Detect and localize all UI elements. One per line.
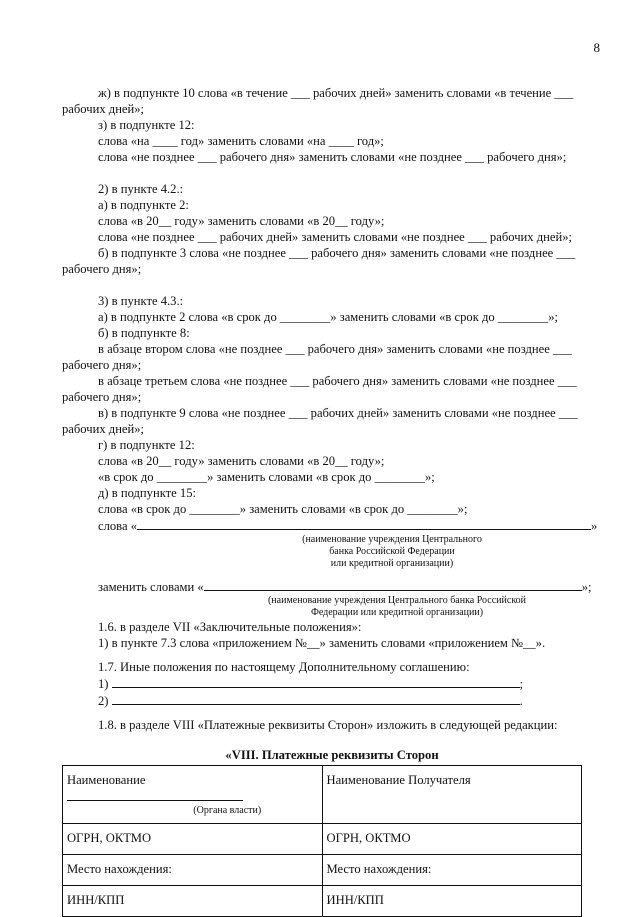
right-location-cell: Место нахождения: (322, 855, 582, 886)
item-b-abz3-line1: в абзаце третьем слова «не позднее ___ рабочего дня» заменить словами «не позднее ___ (98, 374, 577, 388)
item-a-head: а) в подпункте 2: (98, 198, 189, 212)
item-g-head: г) в подпункте 12: (98, 438, 195, 452)
item-b-line2: рабочего дня»; (62, 262, 142, 276)
item-b-head: б) в подпункте 8: (98, 326, 190, 340)
bank-name-blank-1 (137, 517, 591, 530)
item-g-line2: «в срок до ________» заменить словами «в срок до ________»; (98, 470, 435, 484)
item-a-line1: слова «в 20__ году» заменить словами «в 20__ году»; (98, 214, 385, 228)
section-1-7-item-1 (62, 675, 602, 692)
section-4-3-head: 3) в пункте 4.3.: (98, 294, 184, 308)
item-b-abz3-line2: рабочего дня»; (62, 390, 142, 404)
right-ogrn-cell: ОГРН, ОКТМО (322, 824, 582, 855)
words-prefix: слова « (98, 519, 137, 533)
replace-prefix: заменить словами « (98, 580, 204, 594)
note-1-line-2: банка Российской Федерации (329, 546, 455, 557)
item-v-line1: в) в подпункте 9 слова «не позднее ___ рабочих дней» заменить словами «не позднее ___ (98, 406, 578, 420)
document-body (62, 85, 602, 917)
note-1-line-1: (наименование учреждения Центрального (302, 534, 482, 545)
replace-blank-line (62, 578, 602, 595)
authority-note: (Органа власти) (193, 805, 262, 816)
note-2 (192, 595, 602, 619)
note-1 (182, 534, 602, 570)
section-1-7: 1.7. Иные положения по настоящему Дополнительному соглашению: (98, 660, 470, 674)
table-row (63, 766, 582, 824)
item-v-line2: рабочих дней»; (62, 422, 145, 436)
left-name-label: Наименование (67, 773, 146, 787)
item-z-head: з) в подпункте 12: (98, 118, 195, 132)
item-z-line2: слова «не позднее ___ рабочего дня» заменить словами «не позднее ___ рабочего дня»; (98, 150, 567, 164)
replace-suffix: »; (581, 580, 592, 594)
item-g-line1: слова «в 20__ году» заменить словами «в 20__ году»; (98, 454, 385, 468)
section-1-6-item-1: 1) в пункте 7.3 слова «приложением №__» заменить словами «приложением №__». (98, 636, 546, 650)
requisites-table (62, 765, 582, 917)
item-b-abz2-line2: рабочего дня»; (62, 358, 142, 372)
table-row (63, 855, 582, 886)
right-inn-cell: ИНН/КПП (322, 886, 582, 917)
item-2-number: 2) (98, 694, 109, 708)
note-2-line-1: (наименование учреждения Центрального банка Российской (267, 595, 527, 606)
item-a-line2: слова «не позднее ___ рабочих дней» заменить словами «не позднее ___ рабочих дней»; (98, 230, 572, 244)
note-1-line-3: или кредитной организации) (330, 558, 454, 569)
section-4-2-head: 2) в пункте 4.2.: (98, 182, 184, 196)
authority-name-blank (67, 788, 243, 801)
item-z-line1: слова «на ____ год» заменить словами «на ____ год»; (98, 134, 384, 148)
item-1-number: 1) (98, 677, 109, 691)
table-row (63, 824, 582, 855)
section-1-6: 1.6. в разделе VII «Заключительные положения»: (98, 620, 362, 634)
other-provision-blank-2 (112, 692, 520, 705)
section-1-7-item-2 (62, 692, 602, 709)
bank-name-blank-2 (204, 578, 582, 591)
left-location-cell: Место нахождения: (63, 855, 323, 886)
item-2-suffix: . (519, 694, 523, 708)
page-number: 8 (593, 40, 600, 55)
item-b-abz2-line1: в абзаце втором слова «не позднее ___ рабочего дня» заменить словами «не позднее ___ (98, 342, 572, 356)
item-zh-line2: рабочих дней»; (62, 102, 145, 116)
item-1-suffix: ; (519, 677, 524, 691)
left-inn-cell: ИНН/КПП (63, 886, 323, 917)
section-1-8: 1.8. в разделе VIII «Платежные реквизиты Сторон» изложить в следующей редакции: (98, 718, 558, 732)
words-suffix: » (591, 519, 598, 533)
right-name-cell: Наименование Получателя (322, 766, 582, 824)
requisites-title: «VIII. Платежные реквизиты Сторон (225, 748, 439, 762)
item-d-head: д) в подпункте 15: (98, 486, 196, 500)
item-d-line1: слова «в срок до ________» заменить словами «в срок до ________»; (98, 502, 468, 516)
item-zh-line1: ж) в подпункте 10 слова «в течение ___ рабочих дней» заменить словами «в течение ___ (98, 86, 574, 100)
table-row (63, 886, 582, 917)
left-name-cell (63, 766, 323, 824)
other-provision-blank-1 (112, 675, 520, 688)
words-blank-line (62, 517, 602, 534)
item-a-line: а) в подпункте 2 слова «в срок до ________» заменить словами «в срок до ________»; (98, 310, 558, 324)
note-2-line-2: Федерации или кредитной организации) (310, 607, 484, 618)
item-b-line1: б) в подпункте 3 слова «не позднее ___ рабочего дня» заменить словами «не позднее ___ (98, 246, 576, 260)
left-ogrn-cell: ОГРН, ОКТМО (63, 824, 323, 855)
